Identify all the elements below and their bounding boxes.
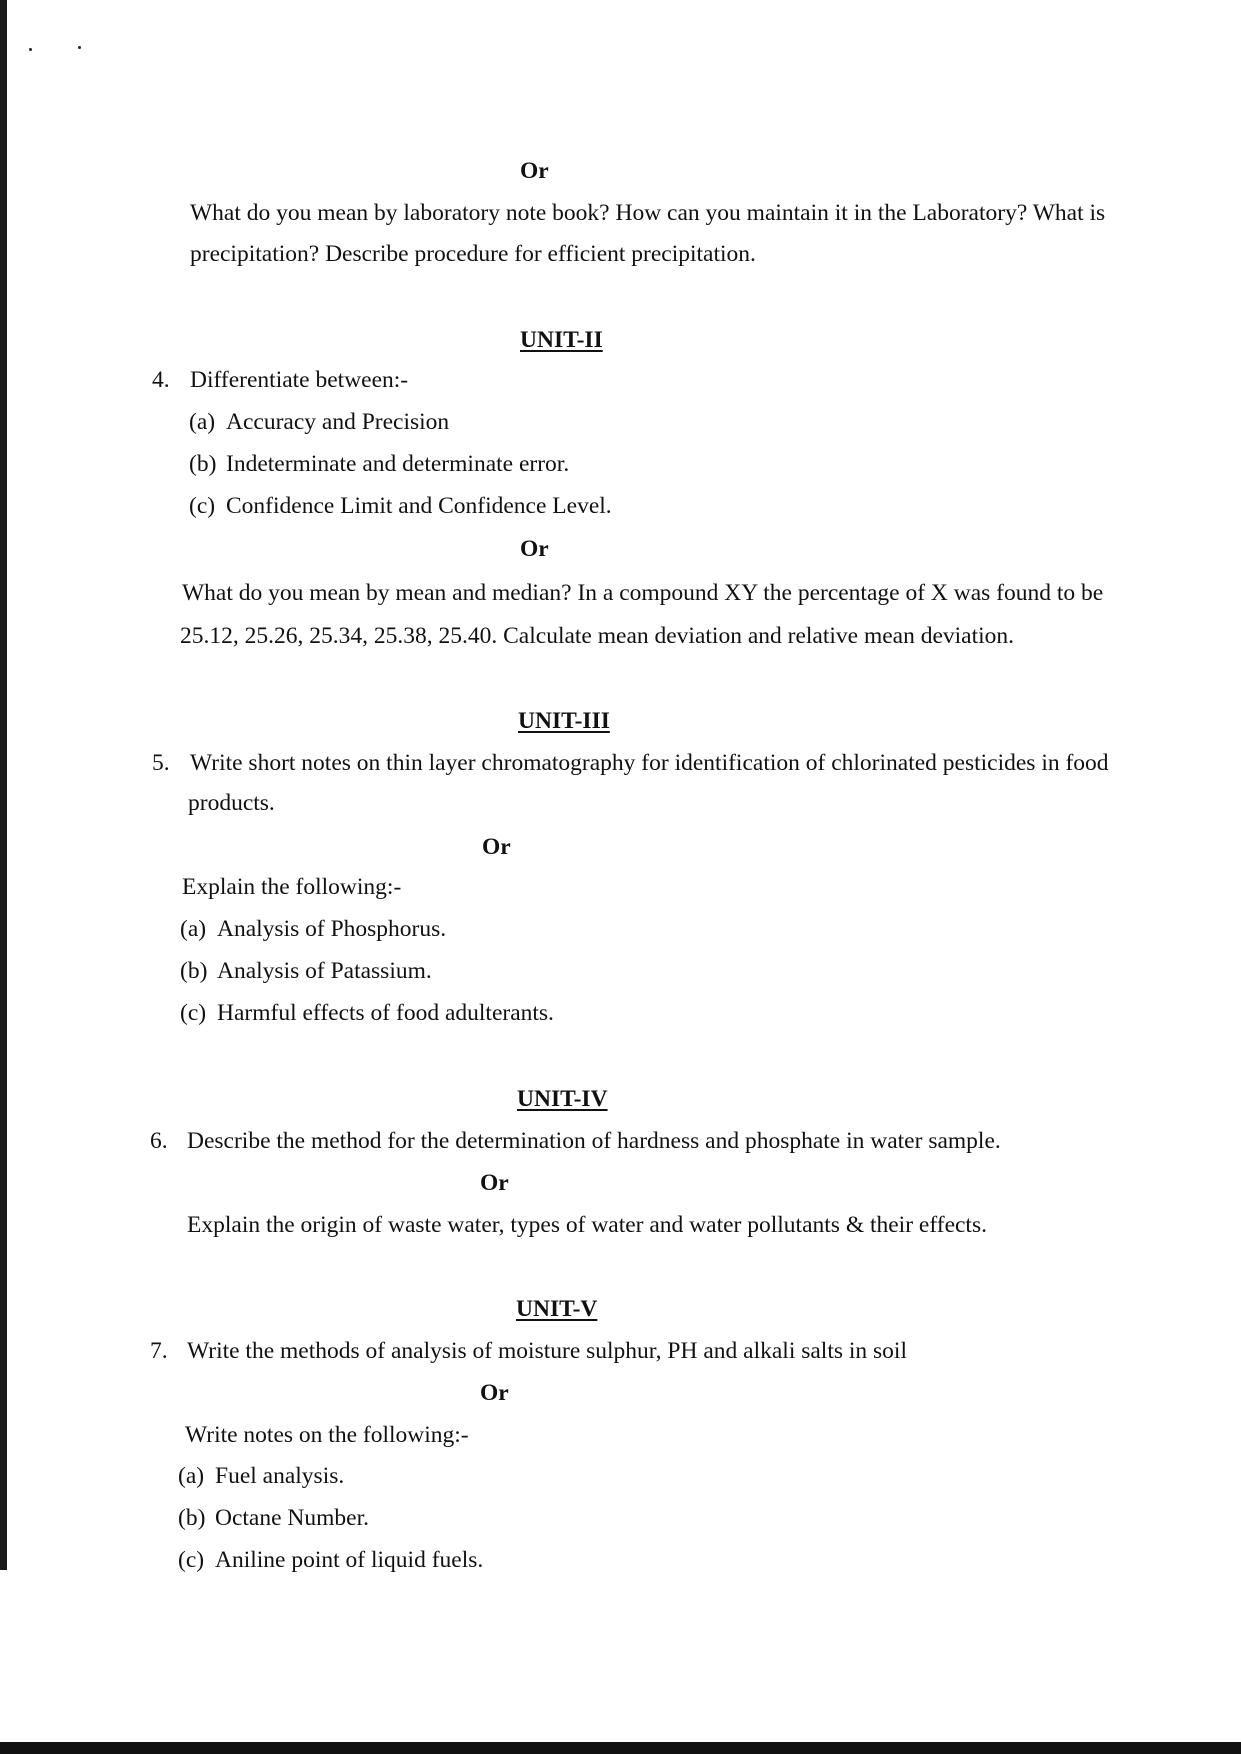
- question-5-number: 5.: [152, 750, 170, 776]
- scan-bottom-edge: [0, 1742, 1241, 1754]
- q5-item-c-text: Harmful effects of food adulterants.: [217, 1000, 554, 1026]
- q5-item-b-label: (b): [180, 958, 208, 984]
- or-divider-q6: Or: [480, 1170, 509, 1196]
- or-divider-q7: Or: [480, 1380, 509, 1406]
- scan-left-edge: [0, 0, 7, 1570]
- question-5-line2: products.: [188, 790, 275, 816]
- q4-item-a-label: (a): [189, 409, 216, 435]
- q3-alt-line2: precipitation? Describe procedure for efficient precipitation.: [190, 241, 756, 267]
- q4-item-b-label: (b): [189, 451, 217, 477]
- unit-4-heading: UNIT-IV: [517, 1086, 608, 1112]
- q5-alt-intro: Explain the following:-: [182, 874, 402, 900]
- q4-alt-line2: 25.12, 25.26, 25.34, 25.38, 25.40. Calculate mean deviation and relative mean deviation.: [180, 623, 1015, 649]
- q4-alt-line1: What do you mean by mean and median? In a compound XY the percentage of X was found to be: [182, 580, 1104, 606]
- q7-item-c-text: Aniline point of liquid fuels.: [215, 1547, 484, 1573]
- q7-item-b-label: (b): [178, 1505, 206, 1531]
- question-7-text: Write the methods of analysis of moisture sulphur, PH and alkali salts in soil: [187, 1338, 907, 1364]
- q4-item-c-label: (c): [189, 493, 216, 519]
- q7-alt-intro: Write notes on the following:-: [185, 1422, 469, 1448]
- q4-item-b-text: Indeterminate and determinate error.: [226, 451, 570, 477]
- or-divider-q5: Or: [482, 834, 511, 860]
- unit-3-heading: UNIT-III: [518, 708, 610, 734]
- question-4-number: 4.: [152, 367, 170, 393]
- q4-item-a-text: Accuracy and Precision: [226, 409, 450, 435]
- scan-speck: [29, 48, 32, 51]
- question-5-line1: Write short notes on thin layer chromatography for identification of chlorinated pesticides in food: [190, 750, 1109, 776]
- or-divider-q3: Or: [520, 158, 549, 184]
- question-6-number: 6.: [150, 1128, 168, 1154]
- or-divider-q4: Or: [520, 536, 549, 562]
- q5-item-a-label: (a): [180, 916, 207, 942]
- q7-item-b-text: Octane Number.: [215, 1505, 370, 1531]
- q4-item-c-text: Confidence Limit and Confidence Level.: [226, 493, 612, 519]
- q7-item-a-label: (a): [178, 1463, 205, 1489]
- question-7-number: 7.: [150, 1338, 168, 1364]
- q3-alt-line1: What do you mean by laboratory note book? How can you maintain it in the Laboratory? What is: [190, 200, 1106, 226]
- question-6-text: Describe the method for the determination of hardness and phosphate in water sample.: [187, 1128, 1001, 1154]
- scan-speck: [78, 46, 81, 49]
- unit-5-heading: UNIT-V: [516, 1296, 598, 1322]
- q6-alt-text: Explain the origin of waste water, types of water and water pollutants & their effects.: [187, 1212, 987, 1238]
- unit-2-heading: UNIT-II: [520, 327, 603, 353]
- question-4-text: Differentiate between:-: [190, 367, 409, 393]
- q5-item-c-label: (c): [180, 1000, 207, 1026]
- q5-item-b-text: Analysis of Patassium.: [217, 958, 432, 984]
- q7-item-a-text: Fuel analysis.: [215, 1463, 345, 1489]
- q5-item-a-text: Analysis of Phosphorus.: [217, 916, 447, 942]
- q7-item-c-label: (c): [178, 1547, 205, 1573]
